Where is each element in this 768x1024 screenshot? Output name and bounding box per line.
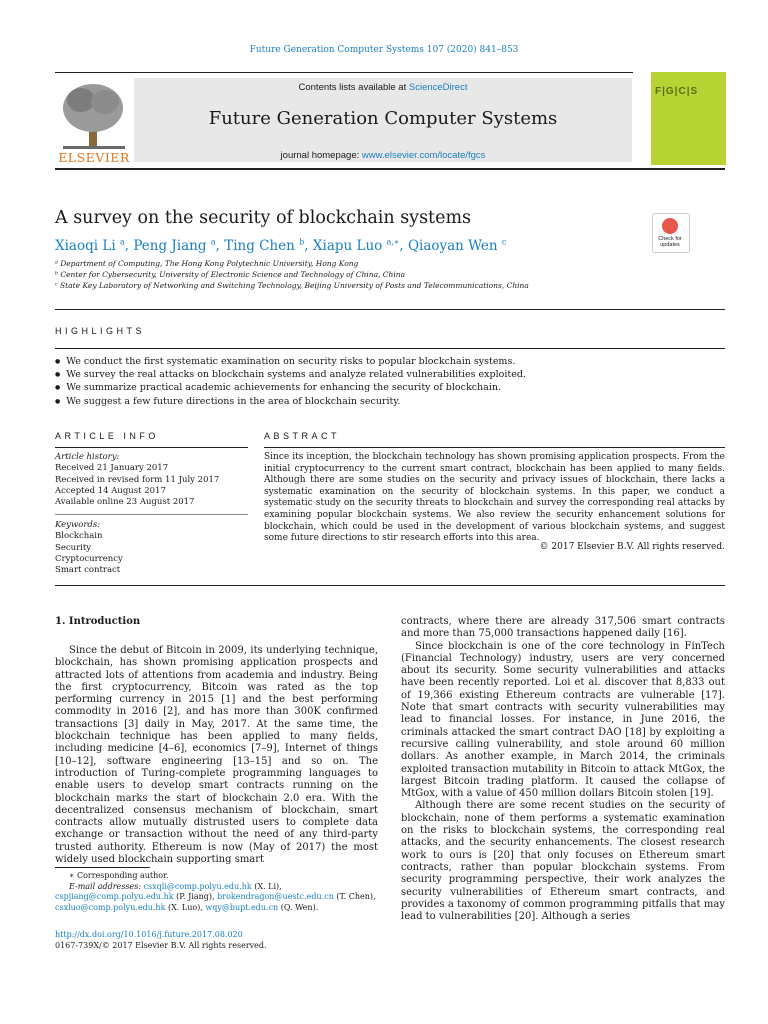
divider [55, 447, 248, 448]
email-link[interactable]: cspjiang@comp.polyu.edu.hk [55, 892, 174, 901]
author[interactable]: Qiaoyan Wen $^c$ [407, 237, 507, 254]
publisher-name: ELSEVIER [58, 150, 130, 165]
author[interactable]: Ting Chen $^b$ [224, 237, 305, 254]
affiliation: ᵃ Department of Computing, The Hong Kong Polytechnic University, Hong Kong [55, 259, 359, 268]
body-column-left [55, 645, 378, 866]
section-heading: 1. Introduction [55, 616, 141, 627]
paper-title: A survey on the security of blockchain systems [55, 208, 472, 228]
author[interactable]: Xiaoqi Li $^a$ [55, 237, 125, 254]
homepage-prefix: journal homepage: [280, 150, 362, 161]
divider [55, 585, 725, 586]
highlight-item: ● We summarize practical academic achievements for enhancing the security of blockchain. [55, 382, 526, 395]
issn-line: 0167-739X/© 2017 Elsevier B.V. All rights reserved. [55, 940, 267, 950]
paragraph: Although there are some recent studies on the security of blockchain, none of them performs a systematic examination on the risks to blockchain systems, the corresponding real attacks, and the security enhancements. The closest research work to ours is [20] that only focuses on Ethereum smart contracts, rather than popular blockchain systems. From security programming perspective, their work analyzes the security vulnerabilities of Ethereum smart contracts, and provides a taxonomy of common programming pitfalls that may lead to vulnerabilities [20]. Although a series [401, 800, 725, 923]
keyword: Cryptocurrency [55, 553, 123, 564]
sciencedirect-link[interactable]: ScienceDirect [408, 82, 468, 93]
history-label: Article history: [55, 452, 120, 462]
header-top-rule [55, 72, 633, 73]
abstract-text: Since its inception, the blockchain technology has shown promising application prospects. From the initial cryptocurrency to the current smart contract, blockchain has been applied to many fields. Although there are some studies on the security and privacy issues of blockchain, there lacks a systematic examination on the security of blockchain systems. In this paper, we conduct a systematic study on the security threats to blockchain and survey the corresponding real attacks by examining popular blockchain systems. We also review the security enhancement solutions for blockchain, which could be used in the development of various blockchain systems, and suggest some future directions to stir research efforts into this area. [264, 452, 725, 544]
update-icon [662, 218, 678, 234]
cover-title: F|G|C|S [655, 86, 699, 97]
divider [55, 309, 725, 310]
article-history [55, 452, 219, 508]
author-list: Xiaoqi Li $^a$, Peng Jiang $^a$, Ting Chen $^b$, Xiapu Luo $^{a,∗}$, Qiaoyan Wen $^c$ [55, 237, 507, 254]
history-item: Received 21 January 2017 [55, 463, 169, 474]
author[interactable]: Peng Jiang $^a$ [133, 237, 216, 254]
abstract-copyright: © 2017 Elsevier B.V. All rights reserved. [539, 542, 725, 552]
divider [55, 514, 248, 515]
journal-reference[interactable]: Future Generation Computer Systems 107 (2020) 841–853 [249, 45, 519, 55]
highlight-item: ● We conduct the first systematic examination on security risks to popular blockchain systems. [55, 356, 526, 369]
email-link[interactable]: csxluo@comp.polyu.edu.hk [55, 902, 166, 912]
email-link[interactable]: csxqli@comp.polyu.edu.hk [143, 881, 252, 891]
abstract-heading: ABSTRACT [264, 431, 341, 441]
history-item: Accepted 14 August 2017 [55, 485, 166, 496]
body-column-right [401, 616, 725, 923]
highlight-item: ● We survey the real attacks on blockchain systems and analyze related vulnerabilities exploited. [55, 369, 526, 382]
divider [264, 447, 725, 448]
paragraph: Since the debut of Bitcoin in 2009, its underlying technique, blockchain, has shown promising application prospects and attracted lots of attentions from academia and industry. Being the first cryptocurrency, Bitcoin was rated as the top performing currency in 2015 [1] and the best performing commodity in 2016 [2], and has more than 300K confirmed transactions [3] daily in May, 2017. At the same time, the blockchain technique has been applied to many fields, including medicine [4–6], economics [7–9], Internet of things [10–12], software engineering [13–15] and so on. The introduction of Turing-complete programming languages to enable users to develop smart contracts running on the blockchain marks the start of blockchain 2.0 era. With the decentralized consensus mechanism of blockchain, smart contracts allow mutually distrusted users to complete data exchange or transaction without the need of any third-party trusted authority. Ethereum is now (May of 2017) the most widely used blockchain supporting smart [55, 645, 378, 866]
affiliation: ᵇ Center for Cybersecurity, University of Electronic Science and Technology of China, China [55, 270, 406, 279]
divider [55, 348, 725, 349]
history-item: Available online 23 August 2017 [55, 497, 195, 508]
keyword: Smart contract [55, 565, 121, 576]
journal-homepage [134, 150, 632, 161]
check-for-updates-label: Check for updates [658, 236, 682, 248]
keywords-label: Keywords: [55, 520, 101, 530]
footnote-rule [55, 867, 150, 868]
affiliation: ᶜ State Key Laboratory of Networking and Switching Technology, Beijing University of Posts and Telecommunications, China [55, 281, 529, 290]
contents-prefix: Contents lists available at [298, 82, 409, 93]
email-link[interactable]: wqy@bupt.edu.cn [205, 902, 279, 912]
highlights-heading: HIGHLIGHTS [55, 326, 146, 336]
highlight-item: ● We suggest a few future directions in the area of blockchain security. [55, 396, 526, 409]
keywords [55, 520, 123, 576]
paragraph: Since blockchain is one of the core technology in FinTech (Financial Technology) industry, users are very concerned about its security. Some security vulnerabilities and attacks have been recently reported. Loi et al. discover that 8,833 out of 19,366 existing Ethereum contracts are vulnerable [17]. Note that smart contracts with security vulnerabilities may lead to financial losses. For instance, in June 2016, the criminals attacked the smart contract DAO [18] by exploiting a recursive calling vulnerability, and stole around 60 million dollars. As another example, in March 2014, the criminals exploited transaction mutability in Bitcoin to attack MtGox, the largest Bitcoin trading platform. It caused the collapse of MtGox, with a value of 450 million dollars Bitcoin stolen [19]. [401, 640, 725, 800]
keyword: Security [55, 542, 92, 553]
journal-name: Future Generation Computer Systems [208, 108, 558, 129]
corresponding-author-note: ∗ Corresponding author. [69, 871, 169, 880]
doi-link[interactable]: http://dx.doi.org/10.1016/j.future.2017.08.020 [55, 930, 243, 939]
elsevier-logo [55, 78, 133, 166]
paragraph: contracts, where there are already 317,506 smart contracts and more than 75,000 transactions happened daily [16]. [401, 616, 725, 640]
footnote: ∗ Corresponding author. E-mail addresses: csxqli@comp.polyu.edu.hk (X. Li), cspjiang@comp.polyu.edu.hk (P. Jiang), brokendragon@uestc.edu.cn (T. Chen), csxluo@comp.polyu.edu.hk (X. Luo), wqy@bupt.edu.cn (Q. Wen). [55, 871, 376, 912]
history-item: Received in revised form 11 July 2017 [55, 474, 220, 485]
contents-line [134, 82, 632, 93]
emails-label: E-mail addresses: [69, 881, 144, 891]
email-link[interactable]: brokendragon@uestc.edu.cn [217, 892, 334, 901]
article-info-heading: ARTICLE INFO [55, 431, 159, 441]
homepage-link[interactable]: www.elsevier.com/locate/fgcs [361, 150, 486, 161]
author[interactable]: Xiapu Luo $^{a,∗}$ [312, 237, 400, 254]
doi-block [55, 930, 267, 951]
highlights-list [55, 356, 526, 409]
header-bottom-rule [55, 168, 725, 170]
keyword: Blockchain [55, 531, 103, 542]
